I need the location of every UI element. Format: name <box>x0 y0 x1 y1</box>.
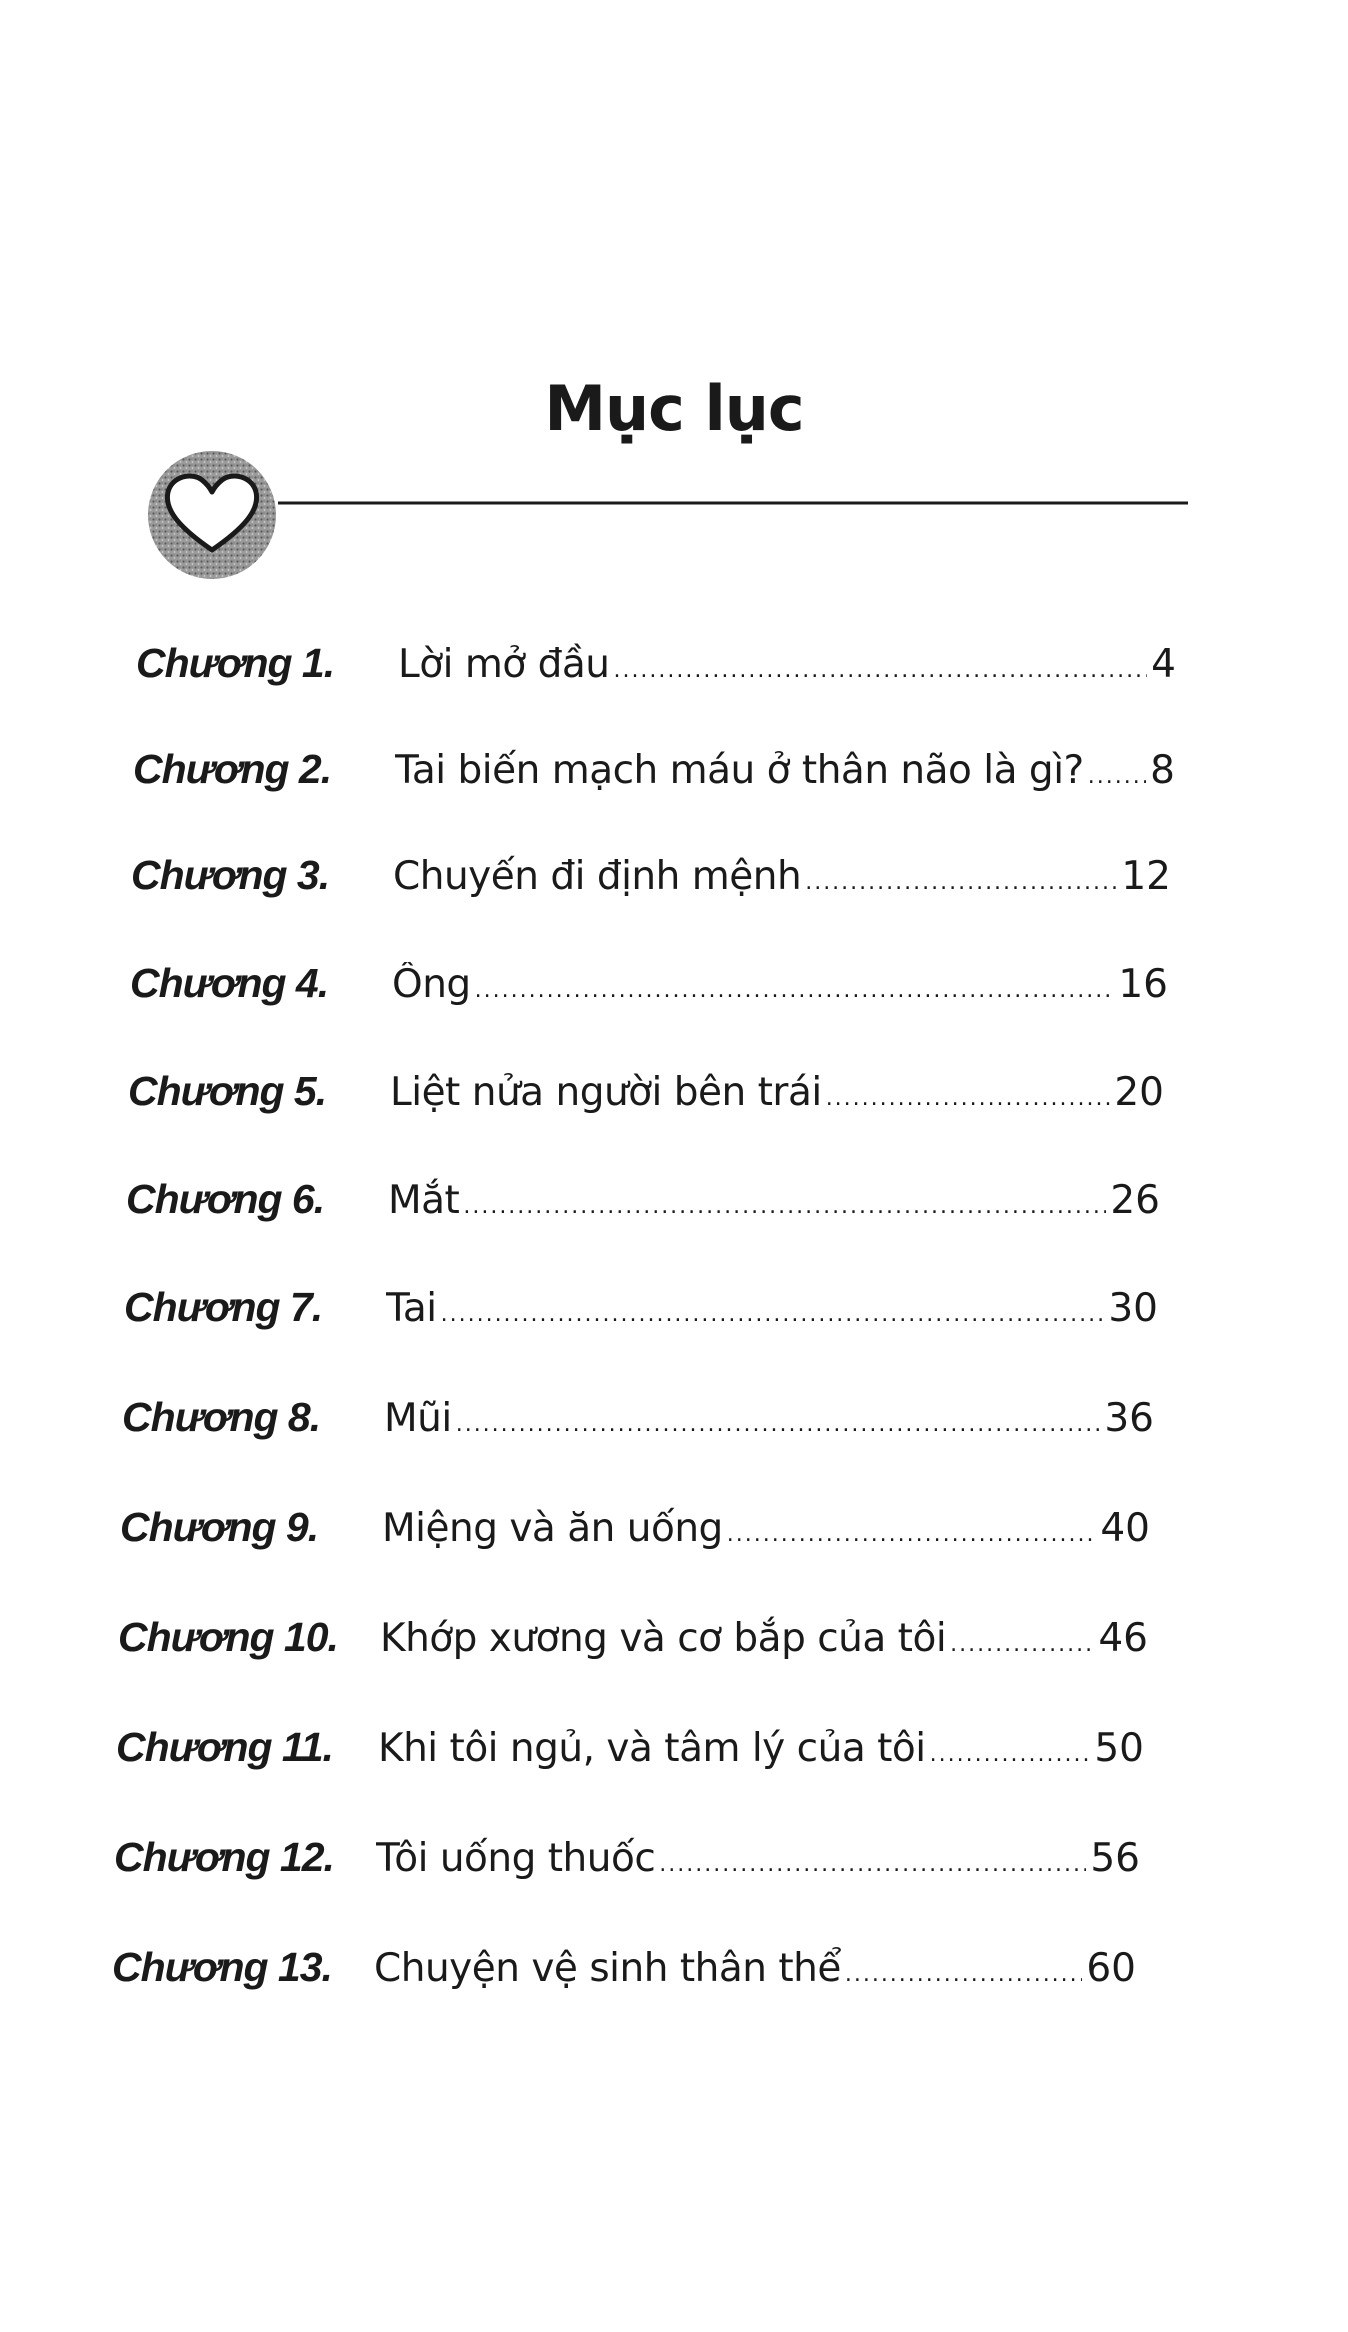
chapter-number: Chương 2. <box>133 746 332 792</box>
dot-leader <box>930 1742 1091 1767</box>
chapter-title: Tai biến mạch máu ở thân não là gì? <box>395 748 1084 793</box>
dot-leader <box>659 1852 1086 1877</box>
toc-row-9 <box>120 1504 1150 1574</box>
page-number: 50 <box>1094 1726 1144 1771</box>
chapter-title: Mũi <box>384 1396 452 1441</box>
toc-row-6 <box>126 1176 1160 1246</box>
chapter-title: Tai <box>386 1286 437 1331</box>
page-number: 16 <box>1118 962 1168 1007</box>
page-number: 60 <box>1086 1946 1136 1991</box>
chapter-number: Chương 1. <box>136 640 335 686</box>
toc-row-8 <box>122 1394 1154 1464</box>
chapter-number: Chương 3. <box>131 852 330 898</box>
heart-ornament <box>148 451 276 579</box>
chapter-number: Chương 7. <box>124 1284 323 1330</box>
chapter-number: Chương 8. <box>122 1394 321 1440</box>
toc-row-3 <box>131 852 1171 922</box>
dot-leader <box>1088 764 1146 789</box>
chapter-title: Chuyện vệ sinh thân thể <box>374 1946 841 1991</box>
chapter-number: Chương 9. <box>120 1504 319 1550</box>
dot-leader <box>475 978 1115 1003</box>
page-number: 12 <box>1121 854 1171 899</box>
dot-leader <box>613 658 1147 683</box>
chapter-title: Tôi uống thuốc <box>376 1836 656 1881</box>
toc-row-10 <box>118 1614 1148 1684</box>
dot-leader <box>463 1194 1106 1219</box>
chapter-number: Chương 13. <box>112 1944 332 1990</box>
dot-leader <box>441 1302 1105 1327</box>
toc-row-13 <box>112 1944 1136 2014</box>
chapter-number: Chương 5. <box>128 1068 327 1114</box>
dot-leader <box>456 1412 1101 1437</box>
chapter-number: Chương 12. <box>114 1834 334 1880</box>
chapter-title: Liệt nửa người bên trái <box>390 1070 822 1115</box>
chapter-title: Miệng và ăn uống <box>382 1506 723 1551</box>
dot-leader <box>805 870 1117 895</box>
toc-row-1 <box>136 640 1176 710</box>
page-number: 4 <box>1151 642 1176 687</box>
page-number: 36 <box>1104 1396 1154 1441</box>
toc-row-5 <box>128 1068 1164 1138</box>
chapter-title: Lời mở đầu <box>398 642 610 687</box>
page-number: 30 <box>1108 1286 1158 1331</box>
chapter-title: Chuyến đi định mệnh <box>393 854 802 899</box>
page-number: 8 <box>1150 748 1175 793</box>
chapter-number: Chương 6. <box>126 1176 325 1222</box>
page-number: 40 <box>1100 1506 1150 1551</box>
page-number: 56 <box>1090 1836 1140 1881</box>
page-number: 46 <box>1098 1616 1148 1661</box>
chapter-title: Ống <box>392 962 471 1007</box>
toc-row-12 <box>114 1834 1140 1904</box>
chapter-number: Chương 11. <box>116 1724 333 1770</box>
toc-row-11 <box>116 1724 1144 1794</box>
page-title: Mục lục <box>544 372 804 445</box>
page-number: 20 <box>1114 1070 1164 1115</box>
toc-row-4 <box>130 960 1168 1030</box>
toc-row-2 <box>133 746 1175 816</box>
chapter-title: Mắt <box>388 1178 460 1223</box>
title-divider <box>140 440 1190 590</box>
dot-leader <box>727 1522 1097 1547</box>
dot-leader <box>950 1632 1094 1657</box>
chapter-number: Chương 10. <box>118 1614 338 1660</box>
chapter-number: Chương 4. <box>130 960 329 1006</box>
page-number: 26 <box>1110 1178 1160 1223</box>
chapter-title: Khớp xương và cơ bắp của tôi <box>380 1616 947 1661</box>
chapter-title: Khi tôi ngủ, và tâm lý của tôi <box>378 1726 926 1771</box>
dot-leader <box>845 1962 1083 1987</box>
dot-leader <box>826 1086 1111 1111</box>
toc-row-7 <box>124 1284 1158 1354</box>
